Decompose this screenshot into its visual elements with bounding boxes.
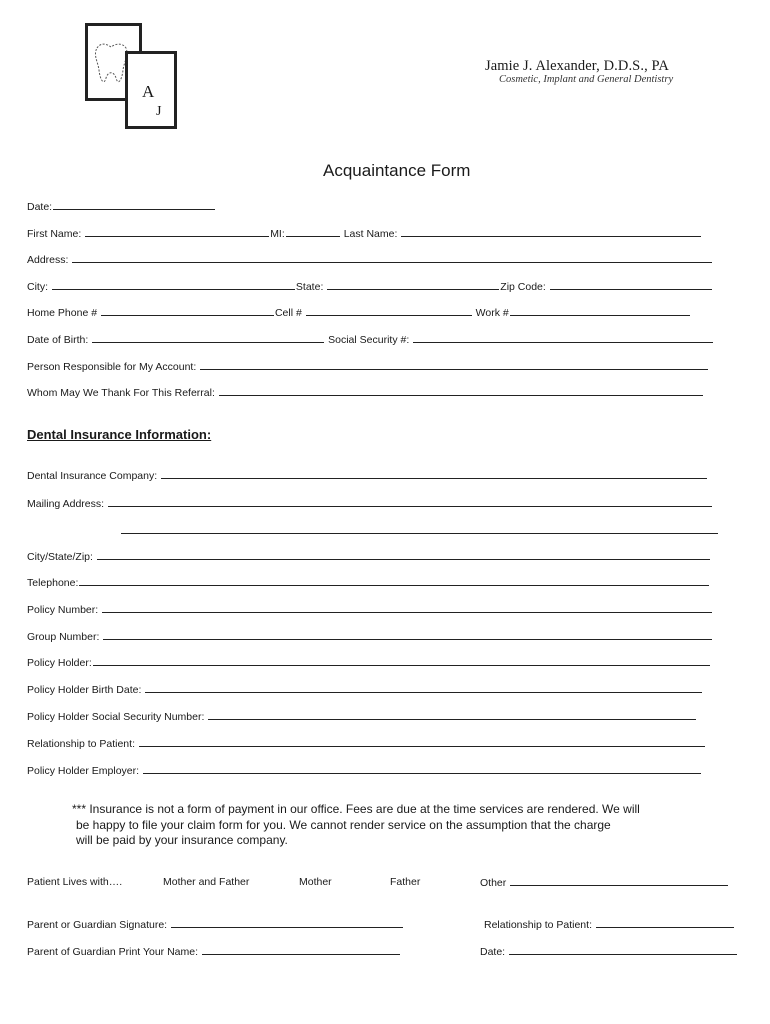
ins-mailing-row	[27, 497, 713, 510]
lives-with-label: Patient Lives with….	[27, 876, 123, 888]
name-row	[27, 227, 702, 240]
ins-policy-holder-label: Policy Holder:	[27, 657, 92, 669]
city-line[interactable]	[52, 280, 295, 290]
logo-letter-a: A	[142, 82, 155, 101]
sig-relationship-line[interactable]	[596, 918, 734, 928]
ins-employer-line[interactable]	[143, 764, 701, 774]
state-line[interactable]	[327, 280, 499, 290]
print-name-line[interactable]	[202, 945, 400, 955]
work-line[interactable]	[510, 306, 690, 316]
sig-date-line[interactable]	[509, 945, 737, 955]
date-field[interactable]	[27, 200, 216, 213]
sig-relationship-row	[484, 918, 735, 931]
ins-holder-ssn-label: Policy Holder Social Security Number:	[27, 711, 205, 723]
zip-line[interactable]	[550, 280, 712, 290]
date-label: Date:	[27, 201, 53, 213]
ins-telephone-line[interactable]	[79, 576, 709, 586]
dob-row	[27, 333, 714, 346]
ins-company-row	[27, 469, 708, 482]
referral-row	[27, 386, 704, 399]
first-name-label: First Name:	[27, 228, 82, 240]
notice-line-2: be happy to file your claim form for you. We cannot render service on the assumption that the charge	[76, 817, 611, 832]
work-label: Work #	[475, 307, 509, 319]
ins-csz-line[interactable]	[97, 550, 710, 560]
cell-line[interactable]	[306, 306, 472, 316]
logo-letter-j2: J	[156, 104, 162, 119]
ins-policy-holder-row	[27, 656, 711, 669]
ins-holder-dob-line[interactable]	[145, 683, 702, 693]
last-name-line[interactable]	[401, 227, 701, 237]
practice-name: Jamie J. Alexander, D.D.S., PA	[485, 58, 669, 74]
guardian-signature-label: Parent or Guardian Signature:	[27, 919, 168, 931]
ins-holder-ssn-row	[27, 710, 697, 723]
ins-telephone-row	[27, 576, 710, 589]
sig-date-label: Date:	[480, 946, 506, 958]
lives-with-mother-father[interactable]: Mother and Father	[163, 876, 250, 888]
insurance-heading: Dental Insurance Information:	[27, 427, 212, 442]
print-name-label: Parent of Guardian Print Your Name:	[27, 946, 199, 958]
ins-policy-number-row	[27, 603, 713, 616]
ins-telephone-label: Telephone:	[27, 577, 79, 589]
notice-line-3: will be paid by your insurance company.	[76, 833, 288, 847]
sig-relationship-label: Relationship to Patient:	[484, 919, 592, 931]
date-line[interactable]	[53, 200, 215, 210]
address-label: Address:	[27, 254, 69, 266]
city-label: City:	[27, 281, 48, 293]
ssn-line[interactable]	[413, 333, 713, 343]
ins-mailing-label: Mailing Address:	[27, 498, 105, 510]
ins-group-number-label: Group Number:	[27, 631, 100, 643]
notice-line-1: *** Insurance is not a form of payment in our office. Fees are due at the time services are rendered. We will	[72, 802, 640, 816]
ins-relationship-line[interactable]	[139, 737, 705, 747]
address-line[interactable]	[72, 253, 712, 263]
guardian-signature-line[interactable]	[171, 918, 403, 928]
ins-relationship-row	[27, 737, 706, 750]
lives-with-other-line[interactable]	[510, 876, 728, 886]
cell-label: Cell #	[274, 307, 302, 319]
phone-row	[27, 306, 691, 319]
guardian-signature-row	[27, 918, 404, 931]
ins-csz-label: City/State/Zip:	[27, 551, 93, 563]
ins-relationship-label: Relationship to Patient:	[27, 738, 135, 750]
ins-policy-holder-line[interactable]	[93, 656, 710, 666]
mi-line[interactable]	[286, 227, 340, 237]
print-name-row	[27, 945, 401, 958]
responsible-row	[27, 360, 709, 373]
dob-line[interactable]	[92, 333, 324, 343]
last-name-label: Last Name:	[343, 228, 398, 240]
ins-policy-number-line[interactable]	[102, 603, 712, 613]
ins-company-line[interactable]	[161, 469, 707, 479]
responsible-label: Person Responsible for My Account:	[27, 361, 197, 373]
referral-line[interactable]	[219, 386, 703, 396]
ins-csz-row	[27, 550, 711, 563]
ins-mailing-line-2[interactable]	[121, 524, 718, 534]
state-label: State:	[295, 281, 324, 293]
ins-employer-label: Policy Holder Employer:	[27, 765, 140, 777]
lives-with-mother[interactable]: Mother	[299, 876, 332, 888]
responsible-line[interactable]	[200, 360, 708, 370]
referral-label: Whom May We Thank For This Referral:	[27, 387, 215, 399]
home-phone-line[interactable]	[101, 306, 274, 316]
mi-label: MI:	[270, 228, 285, 240]
ins-group-number-row	[27, 630, 713, 643]
city-row	[27, 280, 713, 293]
lives-with-other-label: Other	[480, 877, 507, 889]
lives-with-father[interactable]: Father	[390, 876, 421, 888]
lives-with-other	[480, 876, 729, 889]
ins-mailing-line[interactable]	[108, 497, 712, 507]
first-name-line[interactable]	[85, 227, 269, 237]
ins-holder-dob-row	[27, 683, 703, 696]
logo-front-box	[125, 51, 177, 129]
ssn-label: Social Security #:	[328, 334, 410, 346]
home-phone-label: Home Phone #	[27, 307, 98, 319]
zip-label: Zip Code:	[500, 281, 546, 293]
address-row	[27, 253, 713, 266]
dob-label: Date of Birth:	[27, 334, 89, 346]
sig-date-row	[480, 945, 738, 958]
form-title: Acquaintance Form	[323, 161, 471, 180]
ins-policy-number-label: Policy Number:	[27, 604, 99, 616]
ins-mailing-row-2	[120, 524, 719, 537]
ins-holder-ssn-line[interactable]	[208, 710, 696, 720]
insurance-notice	[72, 802, 640, 849]
ins-group-number-line[interactable]	[103, 630, 712, 640]
practice-tagline: Cosmetic, Implant and General Dentistry	[499, 74, 674, 85]
ins-employer-row	[27, 764, 702, 777]
ins-company-label: Dental Insurance Company:	[27, 470, 158, 482]
ins-holder-dob-label: Policy Holder Birth Date:	[27, 684, 142, 696]
